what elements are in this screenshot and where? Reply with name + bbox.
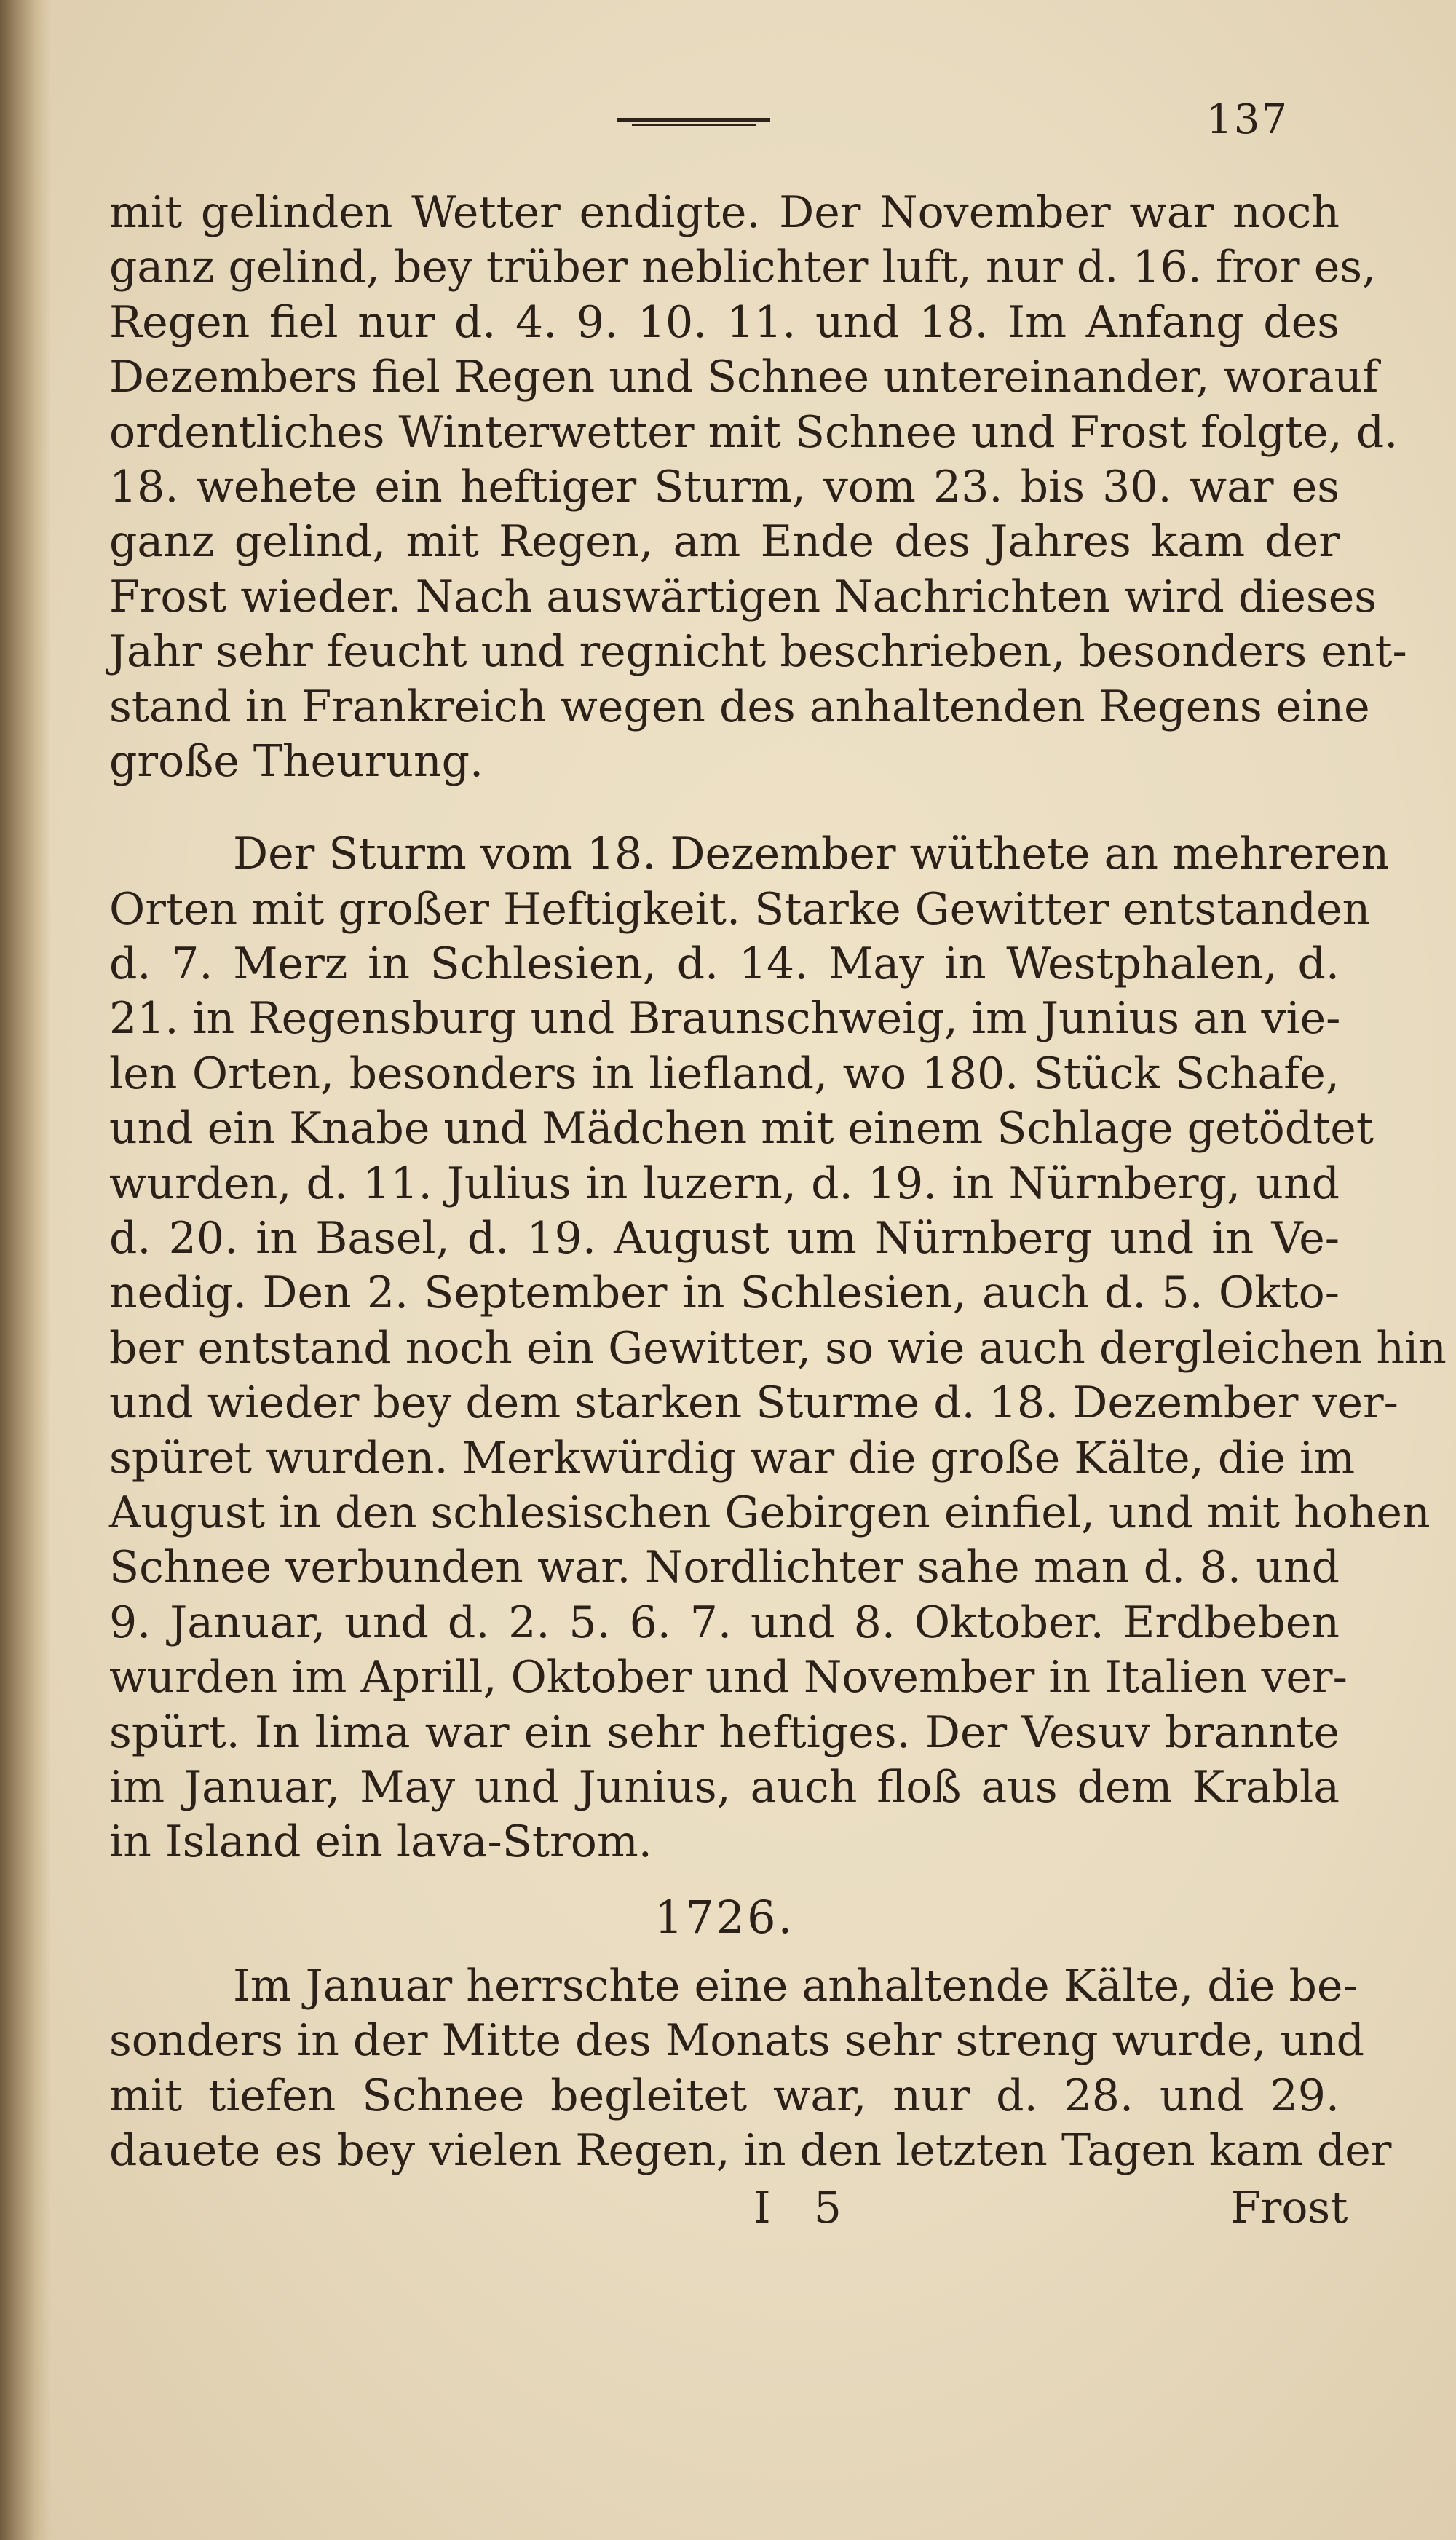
text-line: und wieder bey dem starken Sturme d. 18. Dezember ver- bbox=[109, 1377, 1398, 1429]
text-line: spüret wurden. Merkwürdig war die große Kälte, die im bbox=[109, 1432, 1356, 1484]
page-number: 137 bbox=[1206, 96, 1289, 143]
text-line: große Theurung. bbox=[109, 735, 484, 787]
text-line: Im Januar herrschte eine anhaltende Kälte, die be- bbox=[233, 1960, 1358, 2011]
paragraph-gap bbox=[109, 789, 1340, 827]
text-line: spürt. In lima war ein sehr heftiges. Der Vesuv brannte bbox=[109, 1706, 1340, 1758]
text-line: und ein Knabe und Mädchen mit einem Schlage getödtet bbox=[109, 1103, 1374, 1155]
text-line: 21. in Regensburg und Braunschweig, im Junius an vie- bbox=[109, 993, 1341, 1045]
year-heading: 1726. bbox=[654, 1890, 795, 1944]
text-line: 9. Januar, und d. 2. 5. 6. 7. und 8. Oktober. Erdbeben bbox=[109, 1597, 1340, 1648]
text-line: August in den schlesischen Gebirgen einfiel, und mit hohen bbox=[109, 1487, 1431, 1538]
text-line: d. 7. Merz in Schlesien, d. 14. May in Westphalen, d. bbox=[109, 938, 1340, 990]
text-line: 18. wehete ein heftiger Sturm, vom 23. bis 30. war es bbox=[109, 461, 1340, 513]
text-line: wurden im Aprill, Oktober und November in Italien ver- bbox=[109, 1652, 1348, 1704]
header-rule-thick bbox=[617, 118, 770, 122]
body-text bbox=[109, 186, 1447, 2178]
text-line: im Januar, May und Junius, auch floß aus dem Krabla bbox=[109, 1761, 1340, 1813]
text-line: Regen fiel nur d. 4. 9. 10. 11. und 18. Im Anfang des bbox=[109, 296, 1340, 348]
text-line: wurden, d. 11. Julius in luzern, d. 19. in Nürnberg, und bbox=[109, 1158, 1340, 1209]
text-line: ganz gelind, mit Regen, am Ende des Jahres kam der bbox=[109, 516, 1340, 568]
text-line: len Orten, besonders in liefland, wo 180. Stück Schafe, bbox=[109, 1048, 1340, 1099]
text-line: stand in Frankreich wegen des anhaltenden Regens eine bbox=[109, 681, 1370, 732]
catchword: Frost bbox=[1230, 2183, 1348, 2234]
header-rule-thin bbox=[632, 124, 756, 126]
header-rule bbox=[617, 116, 770, 128]
text-line: dauete es bey vielen Regen, in den letzten Tagen kam der bbox=[109, 2124, 1392, 2176]
text-line: ganz gelind, bey trüber neblichter luft, nur d. 16. fror es, bbox=[109, 242, 1377, 293]
text-line: Frost wieder. Nach auswärtigen Nachrichten wird dieses bbox=[109, 571, 1377, 622]
text-line: ber entstand noch ein Gewitter, so wie auch dergleichen hin bbox=[109, 1322, 1447, 1374]
text-line: in Island ein lava-Strom. bbox=[109, 1816, 652, 1868]
text-line: mit tiefen Schnee begleitet war, nur d. 28. und 29. bbox=[109, 2070, 1340, 2121]
text-line: nedig. Den 2. September in Schlesien, auch d. 5. Okto- bbox=[109, 1267, 1340, 1319]
text-line: Schnee verbunden war. Nordlichter sahe man d. 8. und bbox=[109, 1542, 1340, 1594]
text-line: Jahr sehr feucht und regnicht beschrieben, besonders ent- bbox=[109, 626, 1407, 678]
binding-gutter bbox=[0, 0, 51, 2540]
text-line: Orten mit großer Heftigkeit. Starke Gewitter entstanden bbox=[109, 883, 1371, 935]
text-line: Dezembers fiel Regen und Schnee untereinander, worauf bbox=[109, 352, 1379, 403]
signature-mark: I 5 bbox=[753, 2183, 856, 2234]
page-footer bbox=[0, 2183, 1456, 2241]
text-line: mit gelinden Wetter endigte. Der November war noch bbox=[109, 187, 1340, 238]
text-line: Der Sturm vom 18. Dezember wüthete an mehreren bbox=[233, 828, 1390, 880]
text-line: sonders in der Mitte des Monats sehr streng wurde, und bbox=[109, 2015, 1365, 2067]
text-line: ordentliches Winterwetter mit Schnee und Frost folgte, d. bbox=[109, 406, 1398, 458]
text-line: d. 20. in Basel, d. 19. August um Nürnberg und in Ve- bbox=[109, 1213, 1340, 1265]
